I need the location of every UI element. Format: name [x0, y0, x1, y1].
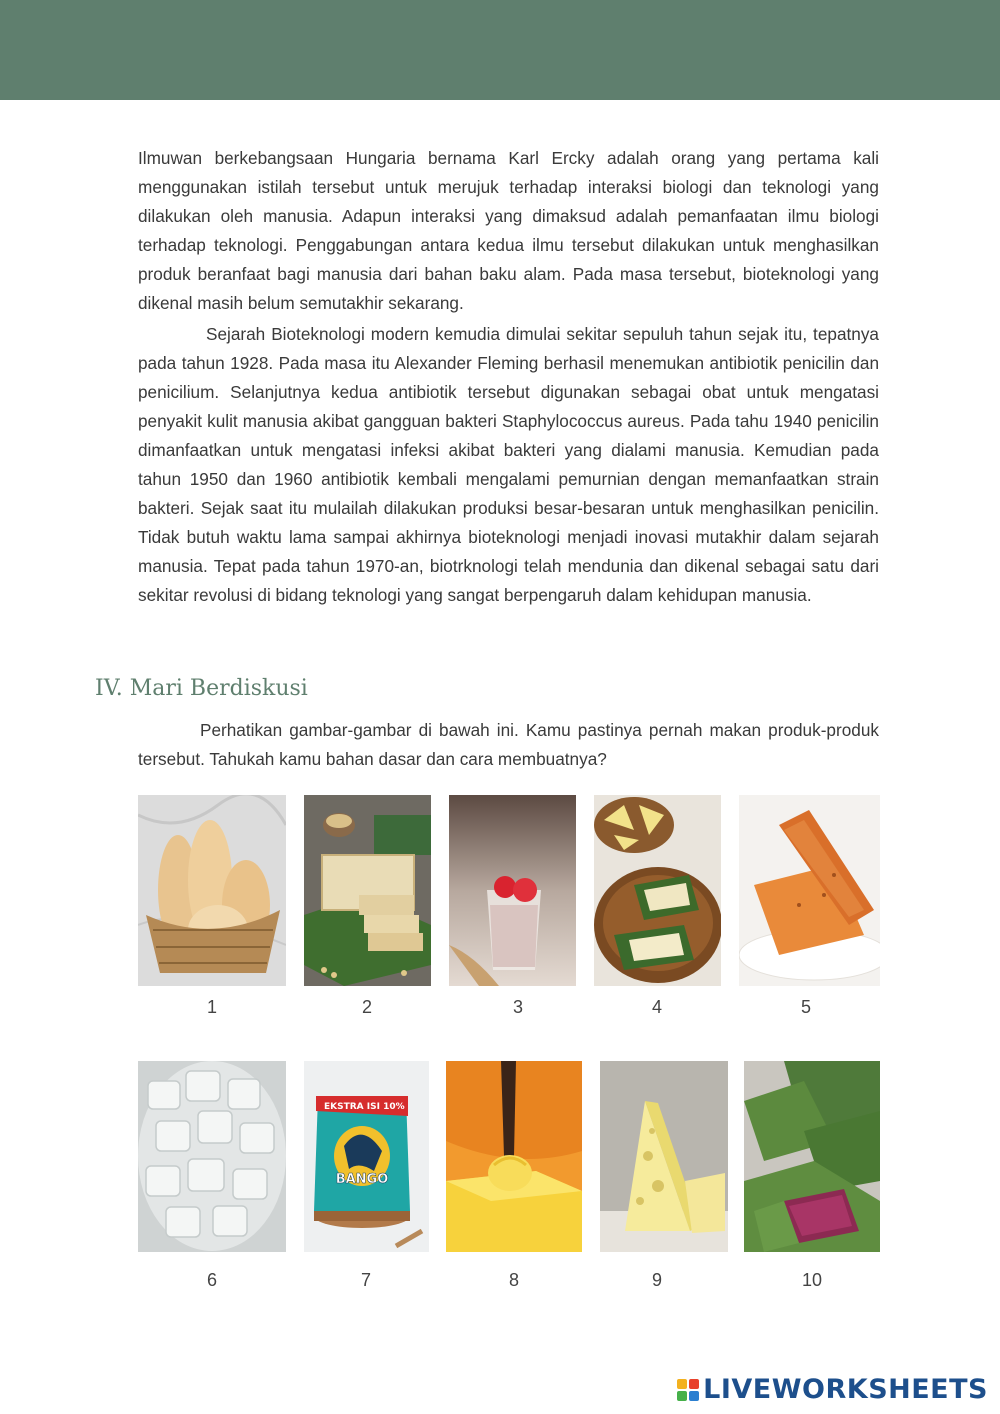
intro-paragraph	[138, 144, 879, 318]
caption-2: 2	[361, 997, 372, 1017]
logo-square-green	[677, 1391, 687, 1401]
caption-10: 10	[801, 1270, 823, 1290]
caption-4: 4	[651, 997, 662, 1017]
photo-butter	[446, 1061, 582, 1252]
caption-7: 7	[360, 1270, 371, 1290]
photo-tape-ketan	[744, 1061, 880, 1252]
logo-square-blue	[689, 1391, 699, 1401]
paragraph-history-origin: Ilmuwan berkebangsaan Hungaria bernama Karl Ercky adalah orang yang pertama kali menggunakan istilah tersebut untuk merujuk terhadap interaksi biologi dan teknologi yang dilakukan oleh manusia. Adapun interaksi yang dimaksud adalah pemanfaatan ilmu biologi terhadap teknologi. Penggabungan antara kedua ilmu tersebut dilakukan untuk menghasilkan produk beranfaat bagi manusia dari bahan baku alam. Pada masa tersebut, bioteknologi yang dikenal masih belum semutakhir sekarang.	[138, 148, 879, 313]
photo-soy-sauce	[304, 1061, 429, 1252]
section-heading: IV. Mari Berdiskusi	[95, 676, 308, 701]
paragraph-discussion-prompt: Perhatikan gambar-gambar di bawah ini. Kamu pastinya pernah makan produk-produk tersebut. Tahukah kamu bahan dasar dan cara membuatnya?	[138, 720, 879, 769]
caption-9: 9	[651, 1270, 662, 1290]
caption-3: 3	[512, 997, 523, 1017]
package-banner-text: EKSTRA ISI 10%	[324, 1102, 405, 1112]
header-band	[0, 0, 1000, 100]
photo-cheese	[600, 1061, 728, 1252]
caption-6: 6	[206, 1270, 217, 1290]
paragraph-modern-biotech: Sejarah Bioteknologi modern kemudia dimulai sekitar sepuluh tahun sejak itu, tepatnya pada tahun 1928. Pada masa itu Alexander Fleming berhasil menemukan antibiotik penicilin dan penicilium. Selanjutnya kedua antibiotik tersebut digunakan sebagai obat untuk mengatasi penyakit kulit manusia akibat gangguan bakteri Staphylococcus aureus. Pada tahu 1940 penicilin dimanfaatkan untuk mengatasi infeksi akibat bakteri yang dialami manusia. Kemudian pada tahun 1950 dan 1960 antibiotik kembali mengalami pemurnian dengan memanfaatkan strain bakteri. Sejak saat itu mulailah dilakukan produksi besar-besaran untuk menghasilkan penicilin. Tidak butuh waktu lama sampai akhirnya bioteknologi menjadi inovasi mutakhir dalam sejarah manusia. Tepat pada tahun 1970-an, biotrknologi telah mendunia dan dikenal sebagai satu dari sekitar revolusi di bidang teknologi yang sangat berpengaruh dalam kehidupan manusia.	[138, 324, 879, 605]
logo-square-red	[689, 1379, 699, 1389]
photo-tape	[594, 795, 721, 986]
package-brand-text: BANGO	[335, 1172, 389, 1187]
photo-yogurt	[449, 795, 576, 986]
liveworksheets-logo[interactable]	[677, 1374, 988, 1405]
history-paragraph	[138, 320, 879, 610]
photo-bread	[138, 795, 286, 986]
logo-text: LIVEWORKSHEETS	[703, 1374, 988, 1405]
photo-tempeh	[304, 795, 431, 986]
caption-5: 5	[800, 997, 811, 1017]
photo-nata-de-coco	[138, 1061, 286, 1252]
caption-8: 8	[508, 1270, 519, 1290]
photo-oncom	[739, 795, 880, 986]
logo-mark-icon	[677, 1379, 699, 1401]
logo-square-yellow	[677, 1379, 687, 1389]
caption-1: 1	[206, 997, 217, 1017]
discussion-paragraph	[138, 716, 879, 774]
